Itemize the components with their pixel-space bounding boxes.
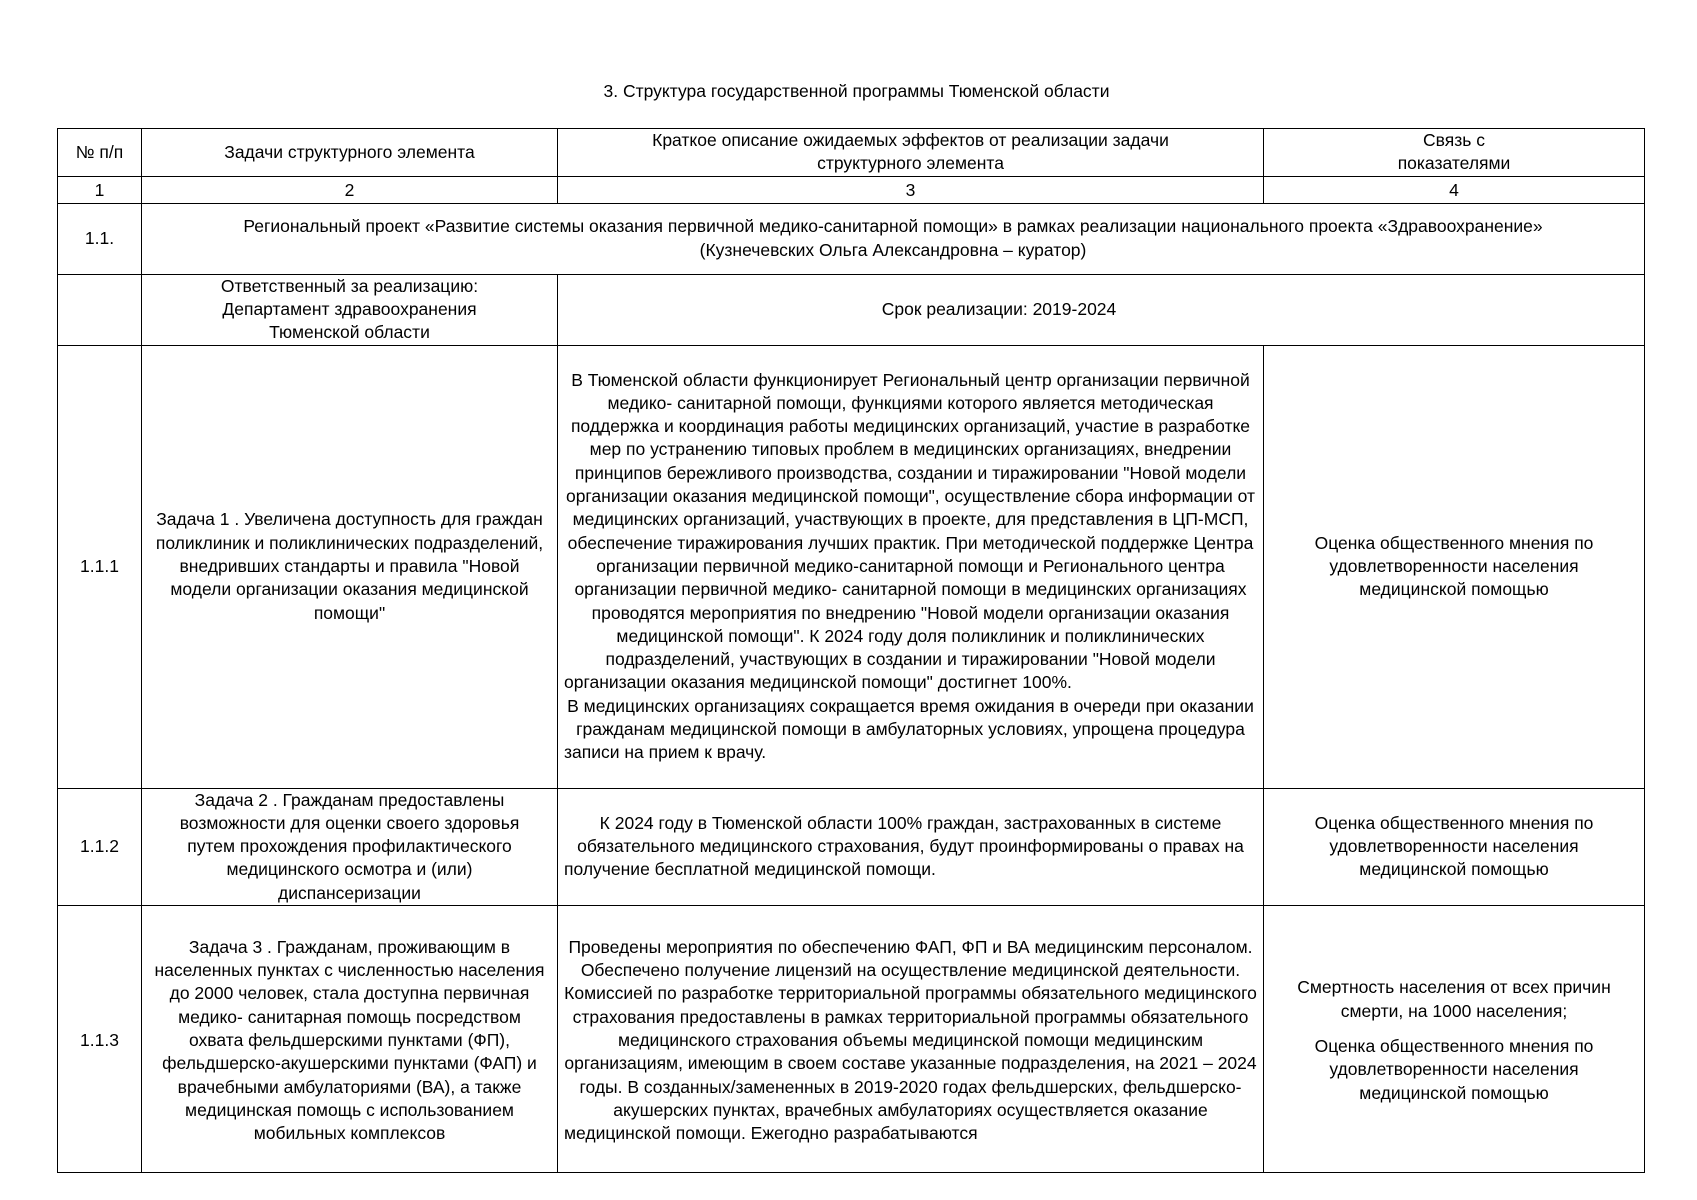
row-num: 1.1.2 — [58, 788, 142, 905]
program-structure-table — [57, 128, 1645, 1173]
row-num: 1.1.1 — [58, 345, 142, 788]
column-number-1: 1 — [58, 176, 142, 203]
row-effect: К 2024 году в Тюменской области 100% граждан, застрахованных в системе обязательного медицинского страхования, будут проинформированы о правах на получение бесплатной медицинской помощи. — [558, 788, 1264, 905]
page-title: 3. Структура государственной программы Тюменской области — [603, 81, 1110, 101]
header-num: № п/п — [58, 129, 142, 177]
responsible-empty-cell — [58, 274, 142, 345]
column-number-row — [58, 176, 1645, 203]
project-curator: (Кузнечевских Ольга Александровна – куратор) — [699, 239, 1087, 260]
responsible-label: Ответственный за реализацию: Департамент здравоохранения Тюменской области — [142, 274, 558, 345]
row-effect-paragraph: В медицинских организациях сокращается время ожидания в очереди при оказании гражданам медицинской помощи в амбулаторных условиях, упрощена процедура записи на прием к врачу. — [564, 695, 1254, 763]
row-link: Оценка общественного мнения по удовлетворенности населения медицинской помощью — [1264, 788, 1645, 905]
header-link: Связь с показателями — [1264, 129, 1645, 177]
row-link: Оценка общественного мнения по удовлетворенности населения медицинской помощью — [1264, 345, 1645, 788]
table-row — [58, 906, 1645, 1173]
project-title: Региональный проект «Развитие системы оказания первичной медико-санитарной помощи» в рамках реализации национального проекта «Здравоохранение» — [243, 216, 1543, 237]
column-number-2: 2 — [142, 176, 558, 203]
paragraph-spacer — [1274, 1023, 1634, 1035]
table-row — [58, 345, 1645, 788]
row-num: 1.1.3 — [58, 906, 142, 1173]
project-row — [58, 203, 1645, 274]
row-effect: Проведены мероприятия по обеспечению ФАП, ФП и ВА медицинским персоналом. Обеспечено получение лицензий на осуществление медицинской деятельности. Комиссией по разработке территориальной программы обязательного медицинского страхования предоставлены в рамках территориальной программы обязательного медицинского страхования объемы медицинской помощи медицинским организациям, имеющим в своем составе указанные подразделения, на 2021 – 2024 годы. В созданных/замененных в 2019-2020 годах фельдшерских, фельдшерско-акушерских пунктах, врачебных амбулаториях осуществляется оказание медицинской помощи. Ежегодно разрабатываются — [558, 906, 1264, 1173]
table-header-row — [58, 129, 1645, 177]
row-link — [1264, 906, 1645, 1173]
row-effect-paragraph: В Тюменской области функционирует Региональный центр организации первичной медико- санитарной помощи, функциями которого является методическая поддержка и координация работы медицинских организаций, участие в разработке мер по устранению типовых проблем в медицинских организациях, внедрении принципов бережливого производства, создании и тиражировании "Новой модели организации оказания медицинской помощи", осуществление сбора информации от медицинских организаций, участвующих в проекте, для представления в ЦП-МСП, обеспечение тиражирования лучших практик. При методической поддержке Центра организации первичной медико-санитарной помощи и Регионального центра организации первичной медико- санитарной помощи в медицинских организациях проводятся мероприятия по внедрению "Новой модели организации оказания медицинской помощи". К 2024 году доля поликлиник и поликлинических подразделений, участвующих в создании и тиражировании "Новой модели организации оказания медицинской помощи" достигнет 100%. — [564, 369, 1256, 693]
row-link-paragraph: Оценка общественного мнения по удовлетворенности населения медицинской помощью — [1314, 1035, 1594, 1103]
header-effects: Краткое описание ожидаемых эффектов от реализации задачи структурного элемента — [558, 129, 1264, 177]
row-task: Задача 1 . Увеличена доступность для граждан поликлиник и поликлинических подразделений, внедривших стандарты и правила "Новой модели организации оказания медицинской помощи" — [142, 345, 558, 788]
row-task: Задача 3 . Гражданам, проживающим в населенных пунктах с численностью населения до 2000 человек, стала доступна первичная медико- санитарная помощь посредством охвата фельдшерскими пунктами (ФП), фельдшерско-акушерскими пунктами (ФАП) и врачебными амбулаториями (ВА), а также медицинская помощь с использованием мобильных комплексов — [142, 906, 558, 1173]
term-label: Срок реализации: 2019-2024 — [558, 274, 1645, 345]
table-row — [58, 788, 1645, 905]
row-link-paragraph: Смертность населения от всех причин смерти, на 1000 населения; — [1297, 977, 1611, 1021]
column-number-3: 3 — [558, 176, 1264, 203]
project-cell — [142, 203, 1645, 274]
header-tasks: Задачи структурного элемента — [142, 129, 558, 177]
responsible-row — [58, 274, 1645, 345]
row-effect — [558, 345, 1264, 788]
row-task: Задача 2 . Гражданам предоставлены возможности для оценки своего здоровья путем прохождения профилактического медицинского осмотра и (или) диспансеризации — [142, 788, 558, 905]
project-num: 1.1. — [58, 203, 142, 274]
column-number-4: 4 — [1264, 176, 1645, 203]
